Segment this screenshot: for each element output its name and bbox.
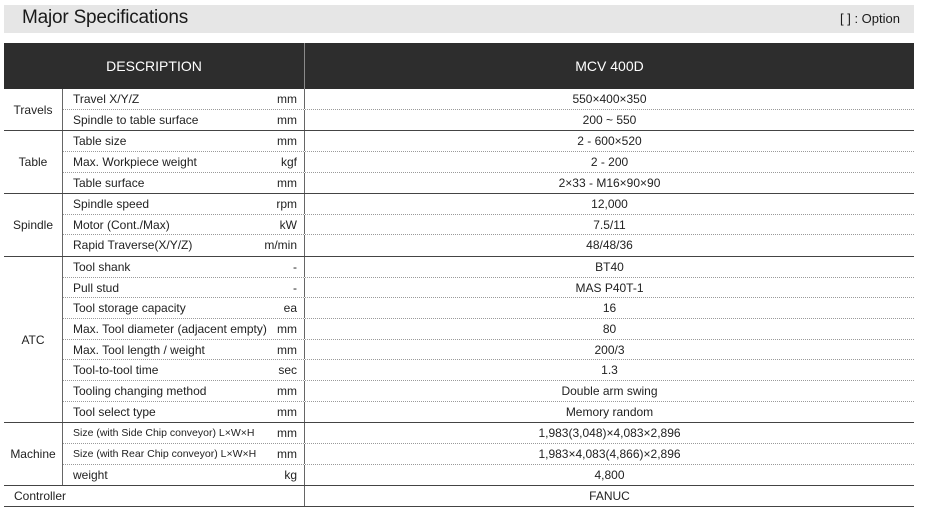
spec-unit: - xyxy=(293,260,297,275)
spec-value: Double arm swing xyxy=(561,383,658,398)
spec-value: 2 - 600×520 xyxy=(577,134,642,149)
spec-value: 48/48/36 xyxy=(586,238,633,253)
spec-name: Max. Tool length / weight xyxy=(73,342,205,357)
spec-row xyxy=(63,444,914,465)
spec-row xyxy=(63,89,914,110)
spec-name: Tool storage capacity xyxy=(73,301,186,316)
spec-name: Travel X/Y/Z xyxy=(73,92,140,106)
spec-name: Tool-to-tool time xyxy=(73,363,159,378)
group-label: ATC xyxy=(21,332,45,347)
spec-name: Tool shank xyxy=(73,260,131,275)
spec-name: Table size xyxy=(73,134,127,149)
spec-row xyxy=(63,173,914,194)
group-label: Machine xyxy=(10,447,56,462)
spec-value: 7.5/11 xyxy=(593,217,626,232)
spec-unit: - xyxy=(293,280,297,295)
spec-row xyxy=(63,298,914,319)
spec-table xyxy=(4,89,914,507)
spec-unit: mm xyxy=(277,322,297,337)
spec-name: Motor (Cont./Max) xyxy=(73,217,170,232)
page-title: Major Specifications xyxy=(22,7,189,28)
spec-value: 80 xyxy=(602,322,617,337)
spec-name: Max. Workpiece weight xyxy=(73,154,197,169)
spec-unit: mm xyxy=(277,383,297,398)
spec-value: 200/3 xyxy=(594,342,625,357)
spec-group-spindle xyxy=(4,194,914,257)
spec-name: Size (with Rear Chip conveyor) L×W×H xyxy=(73,447,257,460)
spec-value: 1,983×4,083(4,866)×2,896 xyxy=(538,446,681,461)
spec-row xyxy=(63,465,914,486)
spec-value: 550×400×350 xyxy=(572,92,647,106)
spec-row xyxy=(63,278,914,299)
title-bar xyxy=(4,5,914,33)
controller-label: Controller xyxy=(14,489,67,504)
group-label: Spindle xyxy=(12,218,54,233)
spec-name: Table surface xyxy=(73,175,145,190)
spec-value: 12,000 xyxy=(591,197,628,212)
spec-row xyxy=(63,340,914,361)
spec-value: 16 xyxy=(602,301,617,316)
spec-row xyxy=(63,194,914,215)
header-description: DESCRIPTION xyxy=(106,58,202,74)
spec-unit: mm xyxy=(277,112,297,127)
spec-row xyxy=(63,131,914,152)
spec-group-atc xyxy=(4,257,914,423)
spec-row xyxy=(63,235,914,256)
spec-name: Rapid Traverse(X/Y/Z) xyxy=(73,238,193,253)
group-label: Table xyxy=(18,155,48,170)
spec-row xyxy=(63,110,914,131)
spec-row-controller xyxy=(4,486,914,507)
spec-unit: kgf xyxy=(280,154,297,169)
spec-unit: rpm xyxy=(276,197,297,212)
spec-value: 200 ~ 550 xyxy=(582,112,637,127)
spec-row xyxy=(63,319,914,340)
header-model: MCV 400D xyxy=(575,58,644,74)
group-label: Travels xyxy=(13,102,53,117)
spec-unit: mm xyxy=(277,404,297,419)
spec-name: Size (with Side Chip conveyor) L×W×H xyxy=(73,427,255,440)
spec-name: Max. Tool diameter (adjacent empty) xyxy=(73,322,267,337)
spec-value: 2×33 - M16×90×90 xyxy=(558,175,661,190)
spec-name: weight xyxy=(73,467,108,482)
spec-unit: mm xyxy=(277,446,297,461)
spec-unit: mm xyxy=(277,175,297,190)
spec-group-travels xyxy=(4,89,914,131)
spec-name: Spindle speed xyxy=(73,197,150,212)
spec-value: BT40 xyxy=(595,260,624,275)
spec-unit: mm xyxy=(277,342,297,357)
spec-name: Spindle to table surface xyxy=(73,112,199,127)
spec-value: MAS P40T-1 xyxy=(575,280,644,295)
spec-unit: m/min xyxy=(264,238,297,253)
spec-unit: mm xyxy=(277,92,297,106)
spec-row xyxy=(63,152,914,173)
spec-unit: sec xyxy=(278,363,297,378)
spec-row xyxy=(63,215,914,236)
spec-row xyxy=(63,423,914,444)
spec-unit: ea xyxy=(283,301,297,316)
spec-value: 1.3 xyxy=(601,363,618,378)
option-legend: [ ] : Option xyxy=(840,11,900,26)
spec-group-table xyxy=(4,131,914,194)
spec-row xyxy=(63,257,914,278)
spec-value: Memory random xyxy=(565,404,654,419)
spec-unit: mm xyxy=(277,134,297,149)
spec-row xyxy=(63,360,914,381)
table-header xyxy=(4,43,914,89)
spec-value: 4,800 xyxy=(594,467,625,482)
spec-name: Tooling changing method xyxy=(73,383,207,398)
spec-unit: mm xyxy=(277,426,297,441)
spec-row xyxy=(63,381,914,402)
spec-value: 2 - 200 xyxy=(590,154,629,169)
spec-unit: kg xyxy=(284,467,297,482)
spec-row xyxy=(63,402,914,423)
controller-value: FANUC xyxy=(589,489,630,504)
spec-value: 1,983(3,048)×4,083×2,896 xyxy=(538,426,681,441)
spec-name: Pull stud xyxy=(73,280,120,295)
spec-unit: kW xyxy=(279,217,297,232)
spec-group-machine xyxy=(4,423,914,486)
spec-name: Tool select type xyxy=(73,404,156,419)
